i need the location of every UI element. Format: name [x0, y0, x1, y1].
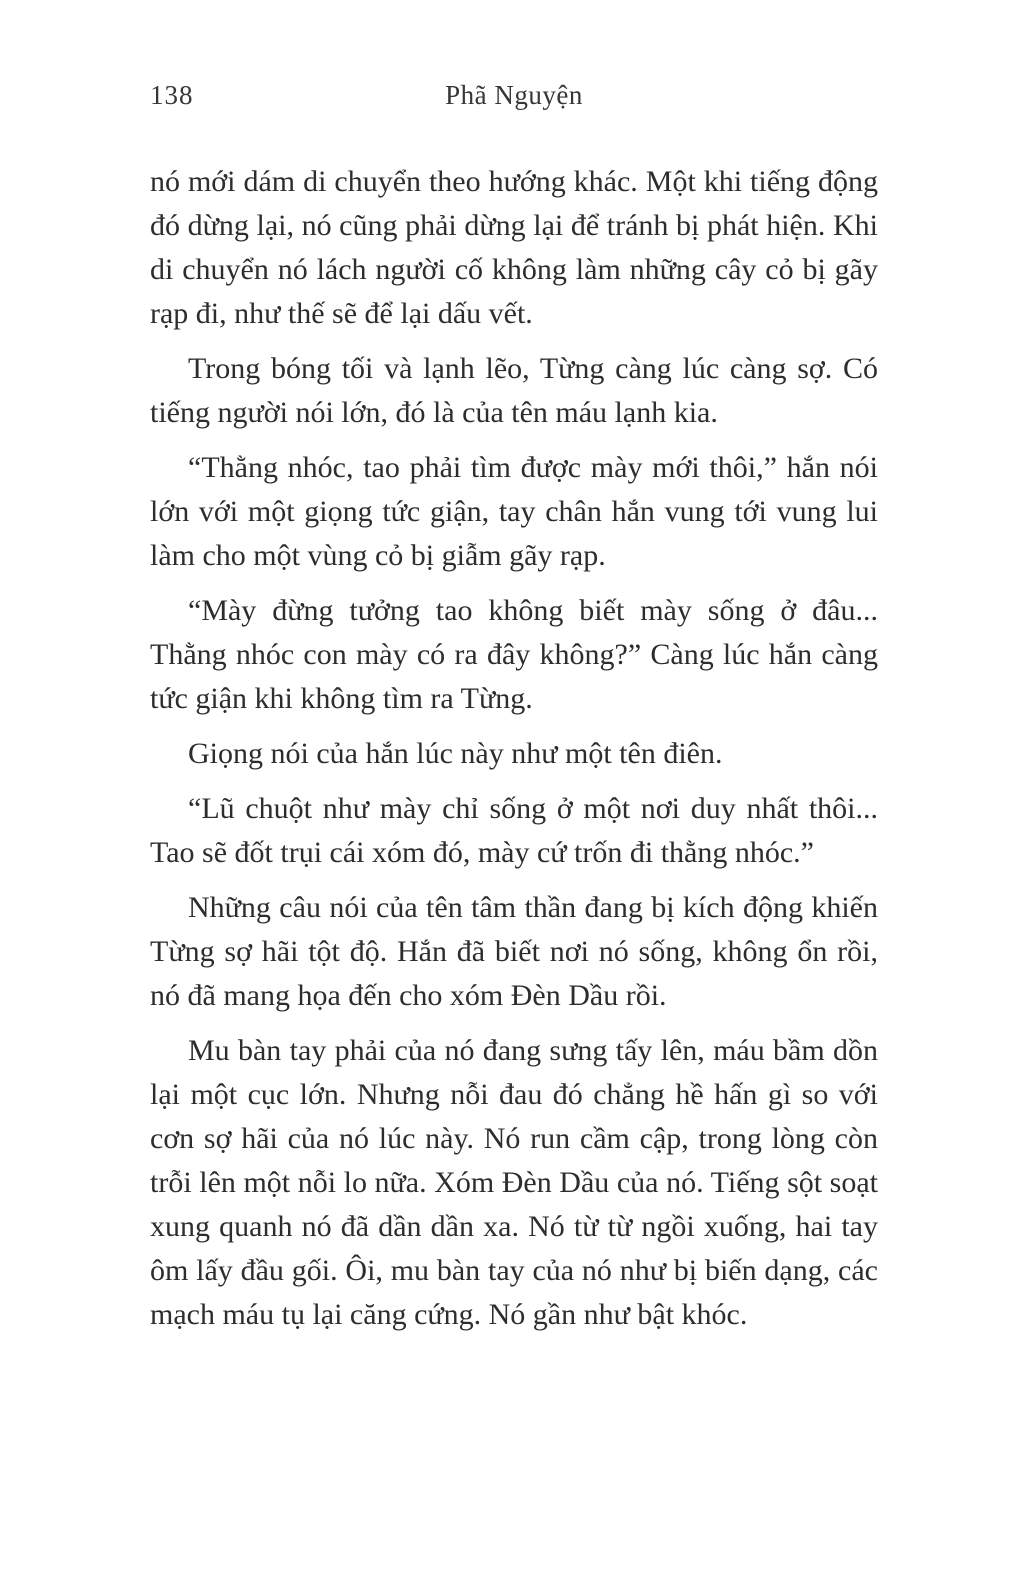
running-title: Phã Nguyện [445, 80, 583, 110]
paragraph-quote: “Thằng nhóc, tao phải tìm được mày mới thôi,” hắn nói lớn với một giọng tức giận, tay chân hắn vung tới vung lui làm cho một vùng cỏ bị giẫm gãy rạp. [150, 451, 878, 572]
paragraph: nó mới dám di chuyển theo hướng khác. Một khi tiếng động đó dừng lại, nó cũng phải dừng lại để tránh bị phát hiện. Khi di chuyển nó lách người cố không làm những cây cỏ bị gãy rạp đi, như thế sẽ để lại dấu vết. [150, 165, 878, 330]
paragraph: Trong bóng tối và lạnh lẽo, Từng càng lúc càng sợ. Có tiếng người nói lớn, đó là của tên máu lạnh kia. [150, 352, 878, 429]
page-header [150, 80, 878, 116]
paragraph: Mu bàn tay phải của nó đang sưng tấy lên, máu bầm dồn lại một cục lớn. Nhưng nỗi đau đó chẳng hề hấn gì so với cơn sợ hãi của nó lúc này. Nó run cầm cập, trong lòng còn trỗi lên một nỗi lo nữa. Xóm Đèn Dầu của nó. Tiếng sột soạt xung quanh nó đã dần dần xa. Nó từ từ ngồi xuống, hai tay ôm lấy đầu gối. Ôi, mu bàn tay của nó như bị biến dạng, các mạch máu tụ lại căng cứng. Nó gần như bật khóc. [150, 1034, 878, 1331]
paragraph: Những câu nói của tên tâm thần đang bị kích động khiến Từng sợ hãi tột độ. Hắn đã biết nơi nó sống, không ổn rồi, nó đã mang họa đến cho xóm Đèn Dầu rồi. [150, 891, 878, 1012]
paragraph: Giọng nói của hắn lúc này như một tên điên. [188, 737, 723, 770]
page-body [150, 160, 878, 1337]
paragraph-quote: “Lũ chuột như mày chỉ sống ở một nơi duy nhất thôi... Tao sẽ đốt trụi cái xóm đó, mày cứ trốn đi thằng nhóc.” [150, 792, 878, 869]
paragraph-quote: “Mày đừng tưởng tao không biết mày sống ở đâu... Thằng nhóc con mày có ra đây không?” Càng lúc hắn càng tức giận khi không tìm ra Từng. [150, 594, 878, 715]
page-number: 138 [150, 80, 194, 110]
